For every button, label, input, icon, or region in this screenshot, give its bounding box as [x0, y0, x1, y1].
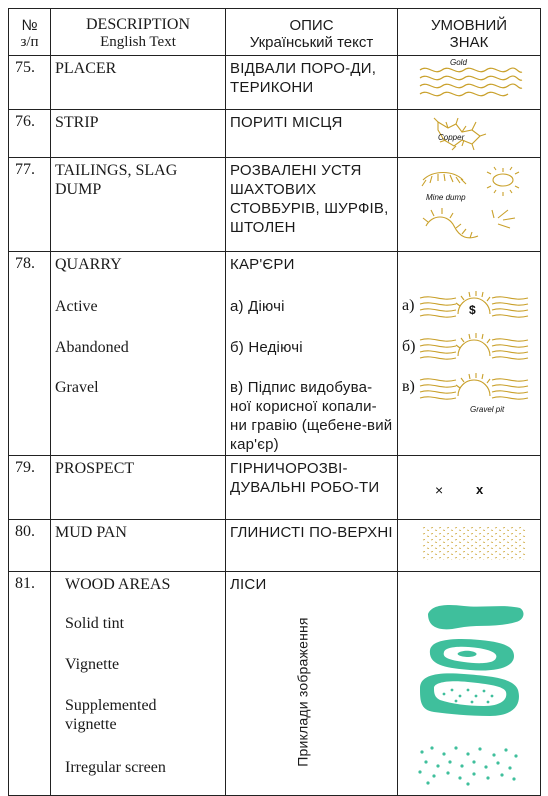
supplemented-vignette-icon: [420, 673, 519, 716]
quarry-symbols: [398, 252, 541, 456]
wood-solid: Solid tint: [65, 615, 125, 632]
row-english: PLACER: [51, 56, 226, 110]
header-opis: ОПИС Український текст: [226, 9, 398, 56]
solid-tint-icon: [428, 605, 523, 629]
row-ukrainian: ГІРНИЧОРОЗВІ-ДУВАЛЬНІ РОБО-ТИ: [226, 456, 398, 520]
header-symbol: УМОВНИЙ ЗНАК: [398, 9, 541, 56]
wood-title: WOOD AREAS: [65, 576, 171, 593]
table-row: [9, 110, 541, 158]
row-english: PROSPECT: [51, 456, 226, 520]
wood-symbols: [398, 572, 541, 796]
quarry-gravel-ua: в) Підпис видобува-ної корисної копали-ни гравію (щебене-вий кар'єр): [230, 379, 393, 453]
dollar-icon: $: [469, 303, 476, 317]
row-english: [51, 572, 226, 796]
quarry-gravel: Gravel: [55, 379, 99, 396]
row-number: 77.: [9, 158, 51, 252]
legend-table: [8, 8, 541, 796]
row-number: 80.: [9, 520, 51, 572]
quarry-abandoned: Abandoned: [55, 339, 129, 356]
row-english: STRIP: [51, 110, 226, 158]
placer-hatch-icon: [420, 68, 522, 96]
mud-pan-symbol: [398, 520, 541, 572]
table-row: [9, 56, 541, 110]
symbol-label: Mine dump: [426, 193, 466, 202]
row-number: 79.: [9, 456, 51, 520]
irregular-screen-icon: [418, 746, 517, 785]
symbol-label: Copper: [438, 133, 465, 142]
wood-title-ua: ЛІСИ: [230, 576, 267, 593]
mine-dump-icon: [422, 167, 519, 238]
quarry-title-ua: КАР'ЄРИ: [230, 256, 295, 273]
quarry-title: QUARRY: [55, 256, 122, 273]
mud-pan-stipple-icon: [398, 520, 541, 566]
mark-a: а): [402, 297, 415, 314]
prospect-x-icon: x: [476, 482, 484, 497]
tailings-symbol: [398, 158, 541, 252]
wood-irregular: Irregular screen: [65, 759, 166, 776]
quarry-abandoned-ua: б) Недіючі: [230, 339, 303, 356]
table-row: [9, 572, 541, 796]
rotated-note: Приклади зображення: [294, 617, 311, 767]
row-english: [51, 252, 226, 456]
row-ukrainian: [226, 252, 398, 456]
prospect-cross-icon: ×: [435, 482, 444, 498]
row-number: 76.: [9, 110, 51, 158]
mark-v: в): [402, 378, 415, 395]
row-english: TAILINGS, SLAG DUMP: [51, 158, 226, 252]
quarry-active: Active: [55, 298, 98, 315]
gravel-pit-icon: [420, 373, 528, 399]
wood-vignette: Vignette: [65, 656, 120, 673]
symbol-label: Gold: [450, 58, 467, 67]
symbol-label: Gravel pit: [470, 405, 505, 414]
row-ukrainian: ГЛИНИСТІ ПО-ВЕРХНІ: [226, 520, 398, 572]
header-row: [9, 9, 541, 56]
row-number: 81.: [9, 572, 51, 796]
row-number: 75.: [9, 56, 51, 110]
header-description: DESCRIPTION English Text: [51, 9, 226, 56]
row-ukrainian: ПОРИТІ МІСЦЯ: [226, 110, 398, 158]
table-row: [9, 456, 541, 520]
row-ukrainian: ВІДВАЛИ ПОРО-ДИ, ТЕРИКОНИ: [226, 56, 398, 110]
row-number: 78.: [9, 252, 51, 456]
vignette-icon: [430, 639, 514, 670]
table-row: [9, 158, 541, 252]
table-row: [9, 520, 541, 572]
quarry-active-ua: а) Діючі: [230, 298, 285, 315]
header-number: № з/п: [9, 9, 51, 56]
wood-supplemented: Supplemented vignette: [65, 697, 157, 733]
placer-symbol: [398, 56, 541, 110]
row-ukrainian: [226, 572, 398, 796]
table-row: [9, 252, 541, 456]
mark-b: б): [402, 338, 416, 355]
prospect-symbol: [398, 456, 541, 520]
row-ukrainian: РОЗВАЛЕНІ УСТЯ ШАХТОВИХ СТОВБУРІВ, ШУРФІВ, ШТОЛЕН: [226, 158, 398, 252]
row-english: MUD PAN: [51, 520, 226, 572]
strip-symbol: [398, 110, 541, 158]
quarry-abandoned-icon: [420, 333, 528, 359]
